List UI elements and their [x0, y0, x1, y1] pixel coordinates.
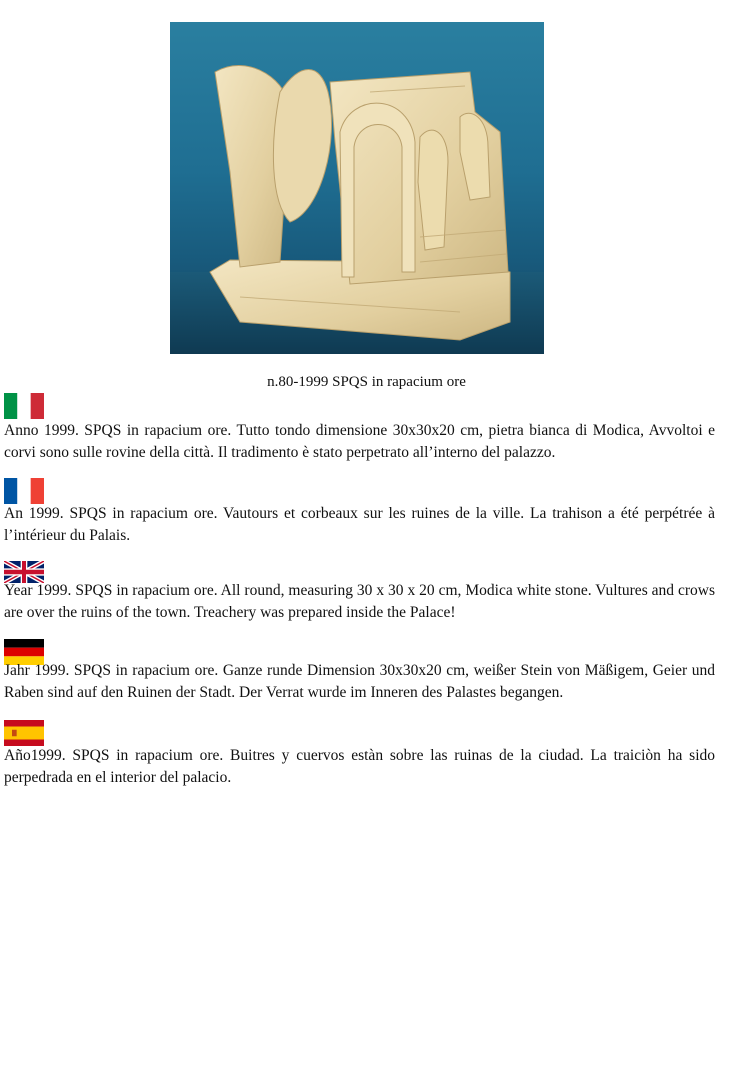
france-flag-icon: [4, 478, 44, 504]
sculpture-photo: [170, 22, 544, 354]
spanish-description: Año1999. SPQS in rapacium ore. Buitres y cuervos estàn sobre las ruinas de la ciudad. La traiciòn ha sido perpedrada en el interior del palacio.: [4, 747, 715, 786]
english-description: Year 1999. SPQS in rapacium ore. All round, measuring 30 x 30 x 20 cm, Modica white stone. Vultures and crows are over the ruins of the town. Treachery was prepared inside the Palace!: [4, 582, 715, 621]
sculpture-illustration: [170, 22, 544, 354]
spain-flag-icon: [4, 720, 44, 746]
german-description: Jahr 1999. SPQS in rapacium ore. Ganze runde Dimension 30x30x20 cm, weißer Stein von Mäßigem, Geier und Raben sind auf den Ruinen der Stadt. Der Verrat wurde im Inneren des Palastes begangen.: [4, 662, 715, 701]
photo-caption: n.80-1999 SPQS in rapacium ore: [267, 374, 466, 390]
italy-flag-icon: [4, 393, 44, 419]
french-description: An 1999. SPQS in rapacium ore. Vautours et corbeaux sur les ruines de la ville. La trahison a été perpétrée à l’intérieur du Palais.: [4, 505, 715, 544]
italian-description: Anno 1999. SPQS in rapacium ore. Tutto tondo dimensione 30x30x20 cm, pietra bianca di Modica, Avvoltoi e corvi sono sulle rovine della città. Il tradimento è stato perpetrato all’interno del palazzo.: [4, 422, 715, 461]
